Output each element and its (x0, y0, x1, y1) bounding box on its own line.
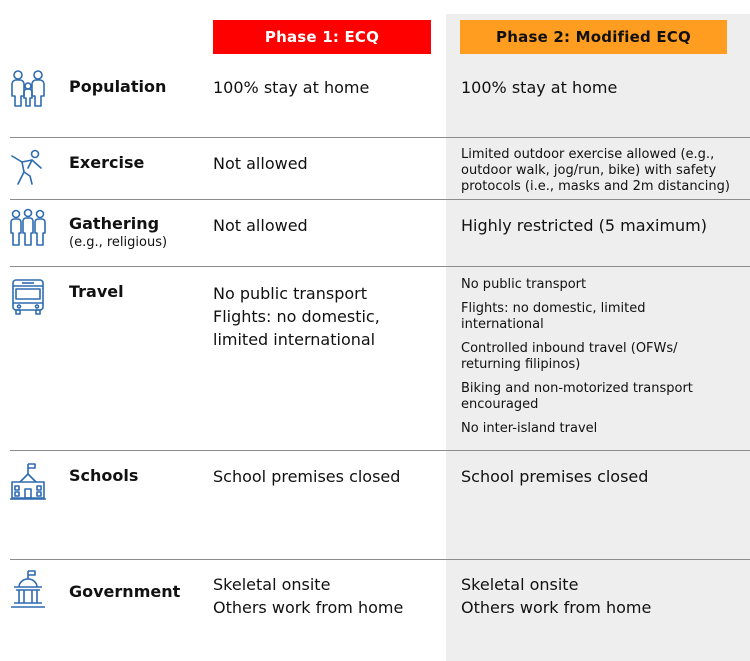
travel-phase1-line: No public transport (213, 284, 367, 303)
travel-phase2-line: international (461, 317, 544, 332)
government-building-icon (8, 570, 48, 610)
row-title-schools: Schools (69, 466, 139, 485)
travel-phase2-line: Biking and non-motorized transport (461, 381, 693, 396)
row-title-travel: Travel (69, 282, 124, 301)
population-phase1: 100% stay at home (213, 78, 370, 97)
exercise-phase2 (461, 147, 745, 195)
row-title-government: Government (69, 582, 181, 601)
travel-phase2-line: encouraged (461, 397, 539, 412)
exercise-phase2-line: protocols (i.e., masks and 2m distancing) (461, 179, 730, 194)
government-phase1 (213, 573, 403, 619)
gathering-phase2: Highly restricted (5 maximum) (461, 216, 707, 235)
row-divider (10, 450, 750, 451)
exercise-icon (8, 146, 48, 186)
row-title-exercise: Exercise (69, 153, 145, 172)
row-divider (10, 266, 750, 267)
row-divider (10, 559, 750, 560)
family-icon (8, 68, 48, 108)
travel-phase2-line: Flights: no domestic, limited (461, 301, 646, 316)
travel-phase2-line: returning filipinos) (461, 357, 581, 372)
school-icon (8, 462, 48, 502)
travel-phase1 (213, 282, 380, 351)
gathering-phase1: Not allowed (213, 216, 308, 235)
travel-phase2 (461, 277, 745, 437)
row-title-gathering: Gathering (69, 214, 160, 233)
travel-phase2-line: Controlled inbound travel (OFWs/ (461, 341, 678, 356)
travel-phase2-line: No public transport (461, 277, 587, 292)
population-phase2: 100% stay at home (461, 78, 618, 97)
phase2-header: Phase 2: Modified ECQ (460, 20, 727, 54)
travel-phase2-line: No inter-island travel (461, 421, 598, 436)
exercise-phase1: Not allowed (213, 154, 308, 173)
row-title-population: Population (69, 77, 167, 96)
government-phase2 (461, 573, 651, 619)
government-phase2-line: Others work from home (461, 598, 652, 617)
phase1-header: Phase 1: ECQ (213, 20, 431, 54)
bus-icon (8, 277, 48, 317)
schools-phase1: School premises closed (213, 467, 401, 486)
government-phase2-line: Skeletal onsite (461, 575, 579, 594)
travel-phase1-line: Flights: no domestic, (213, 307, 380, 326)
exercise-phase2-line: outdoor walk, jog/run, bike) with safety (461, 163, 717, 178)
government-phase1-line: Others work from home (213, 598, 404, 617)
travel-phase1-line: limited international (213, 330, 376, 349)
row-divider (10, 199, 750, 200)
exercise-phase2-line: Limited outdoor exercise allowed (e.g., (461, 147, 715, 162)
row-divider (10, 137, 750, 138)
row-subtitle-gathering: (e.g., religious) (69, 235, 168, 250)
group-icon (8, 207, 48, 247)
schools-phase2: School premises closed (461, 467, 649, 486)
government-phase1-line: Skeletal onsite (213, 575, 331, 594)
